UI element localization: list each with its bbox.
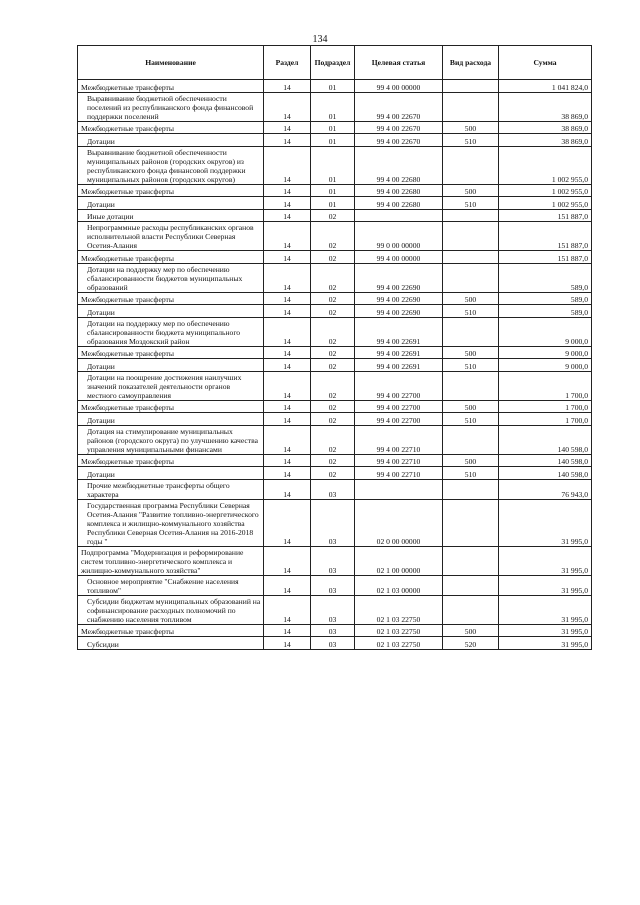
cell-vid: 510 — [443, 197, 499, 210]
cell-podrazdel: 01 — [311, 134, 355, 147]
cell-name-text: Межбюджетные трансферты — [81, 124, 174, 133]
cell-name — [78, 80, 264, 93]
cell-name-text: Межбюджетные трансферты — [81, 627, 174, 636]
cell-name — [78, 317, 264, 346]
cell-podrazdel: 03 — [311, 479, 355, 499]
cell-statya: 99 4 00 22690 — [355, 292, 443, 305]
cell-name-text: Межбюджетные трансферты — [81, 187, 174, 196]
cell-vid — [443, 146, 499, 184]
cell-statya: 99 4 00 22670 — [355, 134, 443, 147]
cell-statya: 99 4 00 22680 — [355, 146, 443, 184]
cell-podrazdel: 03 — [311, 595, 355, 624]
cell-razdel: 14 — [264, 263, 311, 292]
table-body — [78, 80, 592, 650]
table-row — [78, 305, 592, 318]
cell-name-text: Дотации — [87, 307, 115, 317]
cell-name-text: Межбюджетные трансферты — [81, 349, 174, 358]
cell-razdel: 14 — [264, 575, 311, 595]
cell-razdel: 14 — [264, 499, 311, 546]
cell-razdel: 14 — [264, 346, 311, 359]
cell-vid: 510 — [443, 134, 499, 147]
cell-razdel: 14 — [264, 222, 311, 251]
cell-razdel: 14 — [264, 454, 311, 467]
cell-name — [78, 305, 264, 318]
header-name: Наименование — [78, 46, 264, 80]
cell-vid: 510 — [443, 413, 499, 426]
cell-name — [78, 454, 264, 467]
cell-razdel: 14 — [264, 197, 311, 210]
cell-name-text: Межбюджетные трансферты — [81, 295, 174, 304]
cell-vid: 500 — [443, 454, 499, 467]
cell-razdel: 14 — [264, 371, 311, 400]
cell-podrazdel: 02 — [311, 209, 355, 222]
cell-vid — [443, 209, 499, 222]
cell-name — [78, 575, 264, 595]
cell-name — [78, 292, 264, 305]
cell-vid: 500 — [443, 346, 499, 359]
cell-razdel: 14 — [264, 292, 311, 305]
cell-vid: 510 — [443, 359, 499, 372]
cell-name-text: Межбюджетные трансферты — [81, 403, 174, 412]
cell-podrazdel: 01 — [311, 184, 355, 197]
cell-razdel: 14 — [264, 637, 311, 650]
cell-name-text: Дотации — [87, 136, 115, 146]
cell-razdel: 14 — [264, 317, 311, 346]
cell-statya: 99 4 00 22700 — [355, 371, 443, 400]
cell-name — [78, 251, 264, 264]
cell-summa: 1 700,0 — [499, 413, 592, 426]
cell-razdel: 14 — [264, 209, 311, 222]
cell-summa: 38 869,0 — [499, 134, 592, 147]
cell-name-text: Дотации на поощрение достижения наилучших значений показателей деятельности органов местного самоуправления — [87, 372, 242, 400]
table-row — [78, 346, 592, 359]
cell-summa: 589,0 — [499, 305, 592, 318]
cell-razdel: 14 — [264, 359, 311, 372]
table-row — [78, 251, 592, 264]
cell-statya: 99 4 00 22710 — [355, 454, 443, 467]
page-number: 134 — [312, 34, 328, 45]
cell-vid — [443, 317, 499, 346]
cell-statya: 02 0 00 00000 — [355, 499, 443, 546]
cell-vid: 510 — [443, 467, 499, 480]
cell-podrazdel: 01 — [311, 80, 355, 93]
cell-name-text: Дотации на поддержку мер по обеспечению сбалансированности бюджета муниципального образования Моздокский район — [87, 318, 241, 346]
cell-statya: 99 4 00 22680 — [355, 184, 443, 197]
table-row — [78, 121, 592, 134]
cell-podrazdel: 02 — [311, 222, 355, 251]
cell-summa: 31 995,0 — [499, 637, 592, 650]
table-row — [78, 499, 592, 546]
cell-name — [78, 146, 264, 184]
cell-statya: 99 4 00 22690 — [355, 263, 443, 292]
cell-statya — [355, 209, 443, 222]
cell-name-text: Межбюджетные трансферты — [81, 253, 174, 263]
cell-name-text: Непрограммные расходы республиканских органов исполнительной власти Республики Северная Осетия-Алания — [87, 223, 254, 250]
cell-podrazdel: 02 — [311, 359, 355, 372]
cell-podrazdel: 02 — [311, 292, 355, 305]
cell-vid: 520 — [443, 637, 499, 650]
cell-podrazdel: 02 — [311, 425, 355, 454]
cell-razdel: 14 — [264, 134, 311, 147]
cell-podrazdel: 02 — [311, 263, 355, 292]
cell-podrazdel: 02 — [311, 467, 355, 480]
cell-name — [78, 595, 264, 624]
cell-name-text: Дотации — [87, 361, 115, 371]
cell-name-text: Дотации — [87, 469, 115, 479]
cell-name-text: Основное мероприятие "Снабжение населения топливом" — [87, 576, 239, 595]
table-row — [78, 546, 592, 575]
cell-name — [78, 624, 264, 637]
cell-summa: 31 995,0 — [499, 575, 592, 595]
table-row — [78, 400, 592, 413]
table-row — [78, 80, 592, 93]
table-row — [78, 595, 592, 624]
cell-summa: 31 995,0 — [499, 546, 592, 575]
cell-razdel: 14 — [264, 146, 311, 184]
table-row — [78, 575, 592, 595]
cell-statya: 02 1 00 00000 — [355, 546, 443, 575]
cell-name-text: Выравнивание бюджетной обеспеченности поселений из республиканского фонда финансовой поддержки поселений — [87, 93, 254, 121]
cell-podrazdel: 03 — [311, 624, 355, 637]
cell-name-text: Межбюджетные трансферты — [81, 457, 174, 466]
cell-summa: 31 995,0 — [499, 499, 592, 546]
cell-podrazdel: 03 — [311, 637, 355, 650]
cell-name — [78, 359, 264, 372]
cell-razdel: 14 — [264, 425, 311, 454]
cell-razdel: 14 — [264, 184, 311, 197]
cell-name — [78, 92, 264, 121]
cell-summa: 38 869,0 — [499, 92, 592, 121]
cell-podrazdel: 03 — [311, 499, 355, 546]
cell-name-text: Выравнивание бюджетной обеспеченности муниципальных районов (городских округов) из республиканского фонда финансовой поддержки муниципальных районов (городских округов) — [87, 147, 246, 184]
table-header-row — [78, 46, 592, 80]
cell-summa: 589,0 — [499, 292, 592, 305]
table-row — [78, 209, 592, 222]
cell-razdel: 14 — [264, 479, 311, 499]
cell-summa: 151 887,0 — [499, 209, 592, 222]
cell-statya: 99 4 00 22710 — [355, 425, 443, 454]
table-row — [78, 263, 592, 292]
cell-summa: 140 598,0 — [499, 425, 592, 454]
cell-razdel: 14 — [264, 624, 311, 637]
cell-podrazdel: 02 — [311, 400, 355, 413]
cell-summa: 9 000,0 — [499, 359, 592, 372]
cell-name — [78, 197, 264, 210]
cell-statya: 02 1 03 22750 — [355, 624, 443, 637]
cell-name — [78, 121, 264, 134]
cell-summa: 151 887,0 — [499, 251, 592, 264]
cell-name — [78, 134, 264, 147]
cell-razdel: 14 — [264, 400, 311, 413]
cell-name — [78, 263, 264, 292]
cell-statya: 99 4 00 22670 — [355, 92, 443, 121]
cell-vid — [443, 499, 499, 546]
cell-statya: 02 1 03 00000 — [355, 575, 443, 595]
cell-podrazdel: 01 — [311, 197, 355, 210]
budget-table — [77, 45, 592, 650]
cell-statya: 99 4 00 22710 — [355, 467, 443, 480]
cell-vid — [443, 575, 499, 595]
cell-name — [78, 413, 264, 426]
cell-vid: 500 — [443, 184, 499, 197]
table-row — [78, 371, 592, 400]
cell-razdel: 14 — [264, 121, 311, 134]
cell-vid — [443, 263, 499, 292]
cell-statya: 99 4 00 22691 — [355, 317, 443, 346]
cell-podrazdel: 01 — [311, 121, 355, 134]
cell-podrazdel: 02 — [311, 454, 355, 467]
cell-vid — [443, 92, 499, 121]
cell-podrazdel: 03 — [311, 575, 355, 595]
cell-name-text: Дотации на поддержку мер по обеспечению сбалансированности бюджетов муниципальных образований — [87, 264, 243, 292]
cell-vid — [443, 425, 499, 454]
table-row — [78, 413, 592, 426]
table-row — [78, 454, 592, 467]
cell-summa: 589,0 — [499, 263, 592, 292]
cell-razdel: 14 — [264, 80, 311, 93]
cell-name — [78, 425, 264, 454]
cell-name — [78, 371, 264, 400]
header-summa: Сумма — [499, 46, 592, 80]
cell-name-text: Субсидии бюджетам муниципальных образований на софинансирование расходных полномочий по снабжению населения топливом — [87, 596, 261, 624]
cell-podrazdel: 01 — [311, 146, 355, 184]
cell-statya: 99 4 00 22691 — [355, 346, 443, 359]
table-row — [78, 146, 592, 184]
cell-vid — [443, 479, 499, 499]
table-row — [78, 292, 592, 305]
cell-name-text: Подпрограмма "Модернизация и реформирование систем топливно-энергетического комплекса и жилищно-коммунального хозяйства" — [81, 547, 244, 575]
cell-podrazdel: 02 — [311, 305, 355, 318]
cell-name-text: Межбюджетные трансферты — [81, 82, 174, 92]
cell-podrazdel: 01 — [311, 92, 355, 121]
cell-statya: 99 4 00 22690 — [355, 305, 443, 318]
cell-razdel: 14 — [264, 546, 311, 575]
cell-vid: 500 — [443, 121, 499, 134]
table-row — [78, 317, 592, 346]
table-row — [78, 134, 592, 147]
cell-summa: 1 002 955,0 — [499, 146, 592, 184]
header-razdel: Раздел — [264, 46, 311, 80]
table-row — [78, 184, 592, 197]
table-row — [78, 359, 592, 372]
cell-name — [78, 222, 264, 251]
cell-vid: 500 — [443, 400, 499, 413]
cell-razdel: 14 — [264, 413, 311, 426]
cell-statya: 99 4 00 00000 — [355, 80, 443, 93]
cell-summa: 140 598,0 — [499, 467, 592, 480]
cell-podrazdel: 02 — [311, 251, 355, 264]
cell-name-text: Прочие межбюджетные трансферты общего характера — [87, 480, 230, 499]
cell-name-text: Дотации — [87, 199, 115, 209]
table-row — [78, 92, 592, 121]
cell-razdel: 14 — [264, 467, 311, 480]
table-row — [78, 624, 592, 637]
cell-summa: 1 700,0 — [499, 371, 592, 400]
cell-summa: 31 995,0 — [499, 595, 592, 624]
cell-name — [78, 346, 264, 359]
cell-razdel: 14 — [264, 305, 311, 318]
cell-summa: 1 002 955,0 — [499, 184, 592, 197]
header-statya: Целевая статья — [355, 46, 443, 80]
cell-summa: 9 000,0 — [499, 317, 592, 346]
cell-summa: 151 887,0 — [499, 222, 592, 251]
cell-vid — [443, 546, 499, 575]
cell-summa: 9 000,0 — [499, 346, 592, 359]
cell-podrazdel: 02 — [311, 346, 355, 359]
table-row — [78, 479, 592, 499]
cell-summa: 31 995,0 — [499, 624, 592, 637]
cell-statya — [355, 479, 443, 499]
cell-summa: 1 700,0 — [499, 400, 592, 413]
cell-name — [78, 499, 264, 546]
cell-name — [78, 479, 264, 499]
cell-statya: 99 4 00 22700 — [355, 400, 443, 413]
header-vid: Вид расхода — [443, 46, 499, 80]
cell-statya: 99 4 00 00000 — [355, 251, 443, 264]
cell-statya: 02 1 03 22750 — [355, 595, 443, 624]
cell-vid: 510 — [443, 305, 499, 318]
cell-statya: 99 0 00 00000 — [355, 222, 443, 251]
cell-summa: 1 002 955,0 — [499, 197, 592, 210]
cell-name-text: Иные дотации — [87, 212, 134, 221]
cell-vid: 500 — [443, 624, 499, 637]
cell-statya: 99 4 00 22691 — [355, 359, 443, 372]
cell-name-text: Государственная программа Республики Северная Осетия-Алания "Развитие топливно-энергетического комплекса и жилищно-коммунального хозяйства Республики Северная Осетия-Алания на 2016-2018 годы " — [87, 500, 259, 546]
cell-vid — [443, 595, 499, 624]
cell-name — [78, 209, 264, 222]
cell-summa: 140 598,0 — [499, 454, 592, 467]
cell-razdel: 14 — [264, 595, 311, 624]
cell-podrazdel: 02 — [311, 371, 355, 400]
cell-summa: 76 943,0 — [499, 479, 592, 499]
cell-name — [78, 637, 264, 650]
table-row — [78, 197, 592, 210]
cell-summa: 1 041 824,0 — [499, 80, 592, 93]
cell-statya: 02 1 03 22750 — [355, 637, 443, 650]
table-row — [78, 425, 592, 454]
header-podrazdel: Подраздел — [311, 46, 355, 80]
cell-summa: 38 869,0 — [499, 121, 592, 134]
cell-statya: 99 4 00 22670 — [355, 121, 443, 134]
cell-statya: 99 4 00 22680 — [355, 197, 443, 210]
cell-vid — [443, 251, 499, 264]
table-row — [78, 467, 592, 480]
cell-name-text: Дотация на стимулирование муниципальных районов (городского округа) по улучшению качества управления муниципальными финансами — [87, 426, 258, 454]
cell-name — [78, 467, 264, 480]
cell-name — [78, 184, 264, 197]
cell-vid: 500 — [443, 292, 499, 305]
cell-razdel: 14 — [264, 251, 311, 264]
table-row — [78, 637, 592, 650]
cell-name — [78, 546, 264, 575]
table-row — [78, 222, 592, 251]
cell-name-text: Дотации — [87, 415, 115, 425]
cell-vid — [443, 80, 499, 93]
cell-statya: 99 4 00 22700 — [355, 413, 443, 426]
cell-podrazdel: 02 — [311, 413, 355, 426]
cell-name — [78, 400, 264, 413]
cell-podrazdel: 03 — [311, 546, 355, 575]
cell-name-text: Субсидии — [87, 639, 119, 649]
cell-vid — [443, 222, 499, 251]
cell-podrazdel: 02 — [311, 317, 355, 346]
cell-razdel: 14 — [264, 92, 311, 121]
cell-vid — [443, 371, 499, 400]
